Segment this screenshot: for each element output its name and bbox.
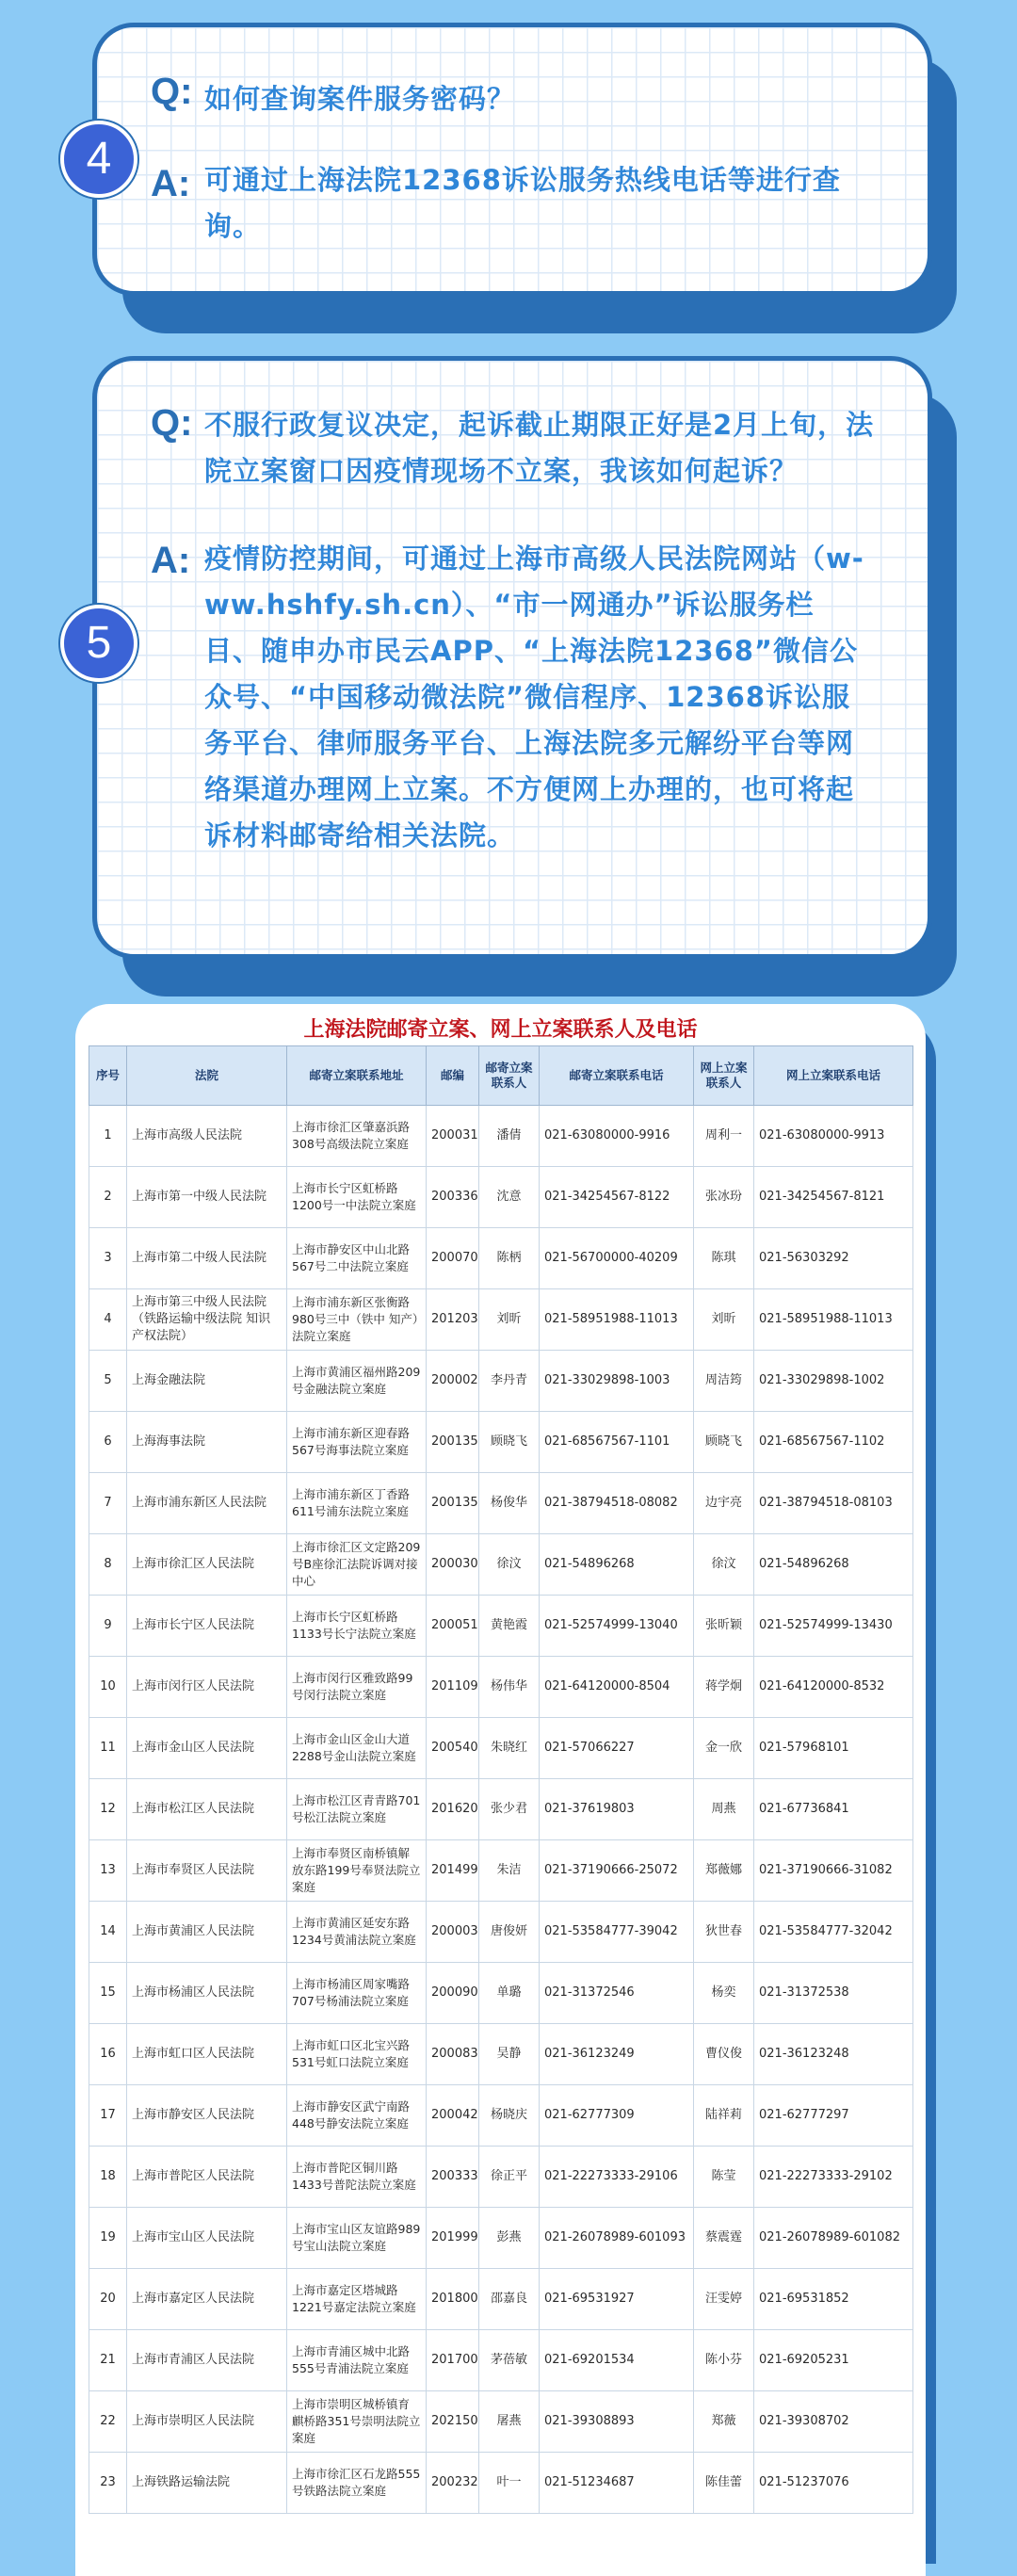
online-phone: 021-52574999-13430 [754, 1596, 913, 1657]
mail-address: 上海市闵行区雅致路99号闵行法院立案庭 [287, 1657, 427, 1718]
mail-contact: 沈意 [479, 1167, 540, 1228]
table-row [89, 1289, 913, 1351]
mail-phone: 021-31372546 [540, 1963, 694, 2024]
table-row [89, 1167, 913, 1228]
table-row [89, 1779, 913, 1840]
online-phone: 021-39308702 [754, 2391, 913, 2453]
mail-address: 上海市金山区金山大道2288号金山法院立案庭 [287, 1718, 427, 1779]
online-contact: 陈莹 [694, 2147, 754, 2208]
mail-phone: 021-62777309 [540, 2085, 694, 2147]
mail-phone: 021-34254567-8122 [540, 1167, 694, 1228]
mail-phone: 021-38794518-08082 [540, 1473, 694, 1534]
court-name: 上海市浦东新区人民法院 [127, 1473, 287, 1534]
row-number: 4 [89, 1289, 127, 1351]
table-row [89, 2024, 913, 2085]
online-contact: 徐汶 [694, 1534, 754, 1596]
row-number: 21 [89, 2330, 127, 2391]
court-name: 上海市宝山区人民法院 [127, 2208, 287, 2269]
mail-phone: 021-26078989-601093 [540, 2208, 694, 2269]
mail-phone: 021-56700000-40209 [540, 1228, 694, 1289]
mail-contact: 茅蓓敏 [479, 2330, 540, 2391]
online-phone: 021-36123248 [754, 2024, 913, 2085]
row-number: 1 [89, 1106, 127, 1167]
table-row [89, 1228, 913, 1289]
answer-line: 可通过上海法院12368诉讼服务热线电话等进行查 [204, 164, 841, 196]
online-phone: 021-67736841 [754, 1779, 913, 1840]
zip-code: 201800 [427, 2269, 479, 2330]
number-badge-5: 5 [60, 605, 137, 682]
mail-address: 上海市奉贤区南桥镇解放东路199号奉贤法院立案庭 [287, 1840, 427, 1902]
online-phone: 021-22273333-29102 [754, 2147, 913, 2208]
zip-code: 200003 [427, 1902, 479, 1963]
mail-address: 上海市徐汇区肇嘉浜路308号高级法院立案庭 [287, 1106, 427, 1167]
zip-code: 201999 [427, 2208, 479, 2269]
mail-phone: 021-22273333-29106 [540, 2147, 694, 2208]
online-phone: 021-33029898-1002 [754, 1351, 913, 1412]
online-contact: 金一欣 [694, 1718, 754, 1779]
mail-phone: 021-58951988-11013 [540, 1289, 694, 1351]
contact-table-card [75, 1004, 926, 2576]
answer-line: 众号、“中国移动微法院”微信程序、12368诉讼服 [204, 681, 851, 713]
online-phone: 021-34254567-8121 [754, 1167, 913, 1228]
court-name: 上海市第一中级人民法院 [127, 1167, 287, 1228]
zip-code: 200135 [427, 1412, 479, 1473]
mail-phone: 021-64120000-8504 [540, 1657, 694, 1718]
mail-contact: 杨俊华 [479, 1473, 540, 1534]
mail-phone: 021-68567567-1101 [540, 1412, 694, 1473]
court-name: 上海市青浦区人民法院 [127, 2330, 287, 2391]
table-row [89, 1412, 913, 1473]
row-number: 2 [89, 1167, 127, 1228]
row-number: 10 [89, 1657, 127, 1718]
mail-address: 上海市普陀区铜川路1433号普陀法院立案庭 [287, 2147, 427, 2208]
online-contact: 陈小芬 [694, 2330, 754, 2391]
header-online-phone: 网上立案联系电话 [754, 1046, 913, 1106]
zip-code: 200030 [427, 1534, 479, 1596]
question-label: Q: [151, 402, 193, 444]
mail-contact: 朱洁 [479, 1840, 540, 1902]
table-row [89, 1596, 913, 1657]
mail-phone: 021-39308893 [540, 2391, 694, 2453]
online-contact: 陈佳蕾 [694, 2453, 754, 2514]
online-contact: 刘昕 [694, 1289, 754, 1351]
online-contact: 汪雯婷 [694, 2269, 754, 2330]
court-name: 上海市普陀区人民法院 [127, 2147, 287, 2208]
mail-contact: 唐俊妍 [479, 1902, 540, 1963]
zip-code: 201499 [427, 1840, 479, 1902]
mail-address: 上海市徐汇区文定路209号B座徐汇法院诉调对接中心 [287, 1534, 427, 1596]
question-label: Q: [151, 71, 193, 112]
mail-contact: 李丹青 [479, 1351, 540, 1412]
online-contact: 顾晓飞 [694, 1412, 754, 1473]
online-contact: 周燕 [694, 1779, 754, 1840]
question-line: 院立案窗口因疫情现场不立案，我该如何起诉？ [204, 455, 799, 487]
row-number: 8 [89, 1534, 127, 1596]
mail-phone: 021-53584777-39042 [540, 1902, 694, 1963]
mail-contact: 朱晓红 [479, 1718, 540, 1779]
court-name: 上海市长宁区人民法院 [127, 1596, 287, 1657]
table-row [89, 2391, 913, 2453]
online-contact: 张昕颖 [694, 1596, 754, 1657]
online-phone: 021-58951988-11013 [754, 1289, 913, 1351]
header-online-contact: 网上立案联系人 [694, 1046, 754, 1106]
mail-address: 上海市静安区中山北路567号二中法院立案庭 [287, 1228, 427, 1289]
row-number: 11 [89, 1718, 127, 1779]
header-mail-phone: 邮寄立案联系电话 [540, 1046, 694, 1106]
court-name: 上海市静安区人民法院 [127, 2085, 287, 2147]
zip-code: 200070 [427, 1228, 479, 1289]
zip-code: 200031 [427, 1106, 479, 1167]
number-badge-4: 4 [60, 121, 137, 198]
court-name: 上海市黄浦区人民法院 [127, 1902, 287, 1963]
row-number: 15 [89, 1963, 127, 2024]
answer-text [204, 157, 841, 250]
answer-line: 诉材料邮寄给相关法院。 [204, 819, 516, 851]
answer-text [204, 536, 864, 859]
header-mail-address: 邮寄立案联系地址 [287, 1046, 427, 1106]
mail-address: 上海市浦东新区张衡路980号三中（铁中 知产）法院立案庭 [287, 1289, 427, 1351]
online-contact: 郑薇娜 [694, 1840, 754, 1902]
mail-phone: 021-57066227 [540, 1718, 694, 1779]
mail-contact: 单璐 [479, 1963, 540, 2024]
question-line: 如何查询案件服务密码？ [204, 83, 516, 115]
mail-address: 上海市长宁区虹桥路1133号长宁法院立案庭 [287, 1596, 427, 1657]
mail-phone: 021-37619803 [540, 1779, 694, 1840]
online-phone: 021-64120000-8532 [754, 1657, 913, 1718]
row-number: 14 [89, 1902, 127, 1963]
online-contact: 边宇亮 [694, 1473, 754, 1534]
court-name: 上海市徐汇区人民法院 [127, 1534, 287, 1596]
online-phone: 021-26078989-601082 [754, 2208, 913, 2269]
online-phone: 021-54896268 [754, 1534, 913, 1596]
mail-address: 上海市宝山区友谊路989号宝山法院立案庭 [287, 2208, 427, 2269]
mail-address: 上海市长宁区虹桥路1200号一中法院立案庭 [287, 1167, 427, 1228]
online-phone: 021-31372538 [754, 1963, 913, 2024]
online-phone: 021-37190666-31082 [754, 1840, 913, 1902]
online-phone: 021-68567567-1102 [754, 1412, 913, 1473]
online-contact: 陈琪 [694, 1228, 754, 1289]
mail-phone: 021-33029898-1003 [540, 1351, 694, 1412]
mail-contact: 张少君 [479, 1779, 540, 1840]
zip-code: 200135 [427, 1473, 479, 1534]
court-name: 上海市松江区人民法院 [127, 1779, 287, 1840]
table-row [89, 2330, 913, 2391]
table-title: 上海法院邮寄立案、网上立案联系人及电话 [303, 1018, 698, 1042]
court-name: 上海市崇明区人民法院 [127, 2391, 287, 2453]
mail-address: 上海市浦东新区丁香路611号浦东法院立案庭 [287, 1473, 427, 1534]
mail-contact: 刘昕 [479, 1289, 540, 1351]
online-contact: 张冰玢 [694, 1167, 754, 1228]
answer-label: A: [151, 163, 191, 204]
mail-address: 上海市静安区武宁南路448号静安法院立案庭 [287, 2085, 427, 2147]
mail-contact: 黄艳霞 [479, 1596, 540, 1657]
mail-phone: 021-69201534 [540, 2330, 694, 2391]
mail-address: 上海市黄浦区延安东路1234号黄浦法院立案庭 [287, 1902, 427, 1963]
header-mail-contact: 邮寄立案联系人 [479, 1046, 540, 1106]
question-text [204, 76, 515, 122]
court-name: 上海市杨浦区人民法院 [127, 1963, 287, 2024]
mail-contact: 顾晓飞 [479, 1412, 540, 1473]
mail-address: 上海市松江区青青路701号松江法院立案庭 [287, 1779, 427, 1840]
zip-code: 201700 [427, 2330, 479, 2391]
zip-code: 201203 [427, 1289, 479, 1351]
court-name: 上海市第三中级人民法院（铁路运输中级法院 知识产权法院） [127, 1289, 287, 1351]
online-phone: 021-38794518-08103 [754, 1473, 913, 1534]
table-row [89, 2208, 913, 2269]
row-number: 6 [89, 1412, 127, 1473]
table-row [89, 2085, 913, 2147]
mail-contact: 徐正平 [479, 2147, 540, 2208]
online-phone: 021-62777297 [754, 2085, 913, 2147]
mail-contact: 杨晓庆 [479, 2085, 540, 2147]
mail-address: 上海市黄浦区福州路209号金融法院立案庭 [287, 1351, 427, 1412]
table-row [89, 2147, 913, 2208]
online-contact: 曹仪俊 [694, 2024, 754, 2085]
court-name: 上海铁路运输法院 [127, 2453, 287, 2514]
mail-address: 上海市徐汇区石龙路555号铁路法院立案庭 [287, 2453, 427, 2514]
zip-code: 200002 [427, 1351, 479, 1412]
online-contact: 郑薇 [694, 2391, 754, 2453]
zip-code: 200042 [427, 2085, 479, 2147]
table-row [89, 1657, 913, 1718]
online-contact: 周利一 [694, 1106, 754, 1167]
mail-contact: 潘倩 [479, 1106, 540, 1167]
answer-line: 务平台、律师服务平台、上海法院多元解纷平台等网 [204, 727, 855, 759]
mail-address: 上海市崇明区城桥镇育麒桥路351号崇明法院立案庭 [287, 2391, 427, 2453]
answer-line: 疫情防控期间，可通过上海市高级人民法院网站（w- [204, 543, 864, 575]
online-phone: 021-69205231 [754, 2330, 913, 2391]
court-name: 上海市闵行区人民法院 [127, 1657, 287, 1718]
table-row [89, 2453, 913, 2514]
court-name: 上海市高级人民法院 [127, 1106, 287, 1167]
table-header-row [89, 1046, 913, 1106]
court-name: 上海金融法院 [127, 1351, 287, 1412]
mail-phone: 021-63080000-9916 [540, 1106, 694, 1167]
qa-card-4 [92, 23, 932, 296]
online-phone: 021-53584777-32042 [754, 1902, 913, 1963]
table-row [89, 1902, 913, 1963]
table-row [89, 1351, 913, 1412]
row-number: 20 [89, 2269, 127, 2330]
zip-code: 200333 [427, 2147, 479, 2208]
mail-contact: 邵嘉良 [479, 2269, 540, 2330]
table-row [89, 1106, 913, 1167]
court-name: 上海市奉贤区人民法院 [127, 1840, 287, 1902]
answer-label: A: [151, 540, 191, 581]
online-contact: 蔡震霆 [694, 2208, 754, 2269]
row-number: 13 [89, 1840, 127, 1902]
zip-code: 200051 [427, 1596, 479, 1657]
mail-contact: 彭燕 [479, 2208, 540, 2269]
row-number: 9 [89, 1596, 127, 1657]
row-number: 19 [89, 2208, 127, 2269]
answer-line: 络渠道办理网上立案。不方便网上办理的，也可将起 [204, 773, 855, 805]
mail-phone: 021-37190666-25072 [540, 1840, 694, 1902]
header-court: 法院 [127, 1046, 287, 1106]
online-phone: 021-51237076 [754, 2453, 913, 2514]
mail-contact: 吴静 [479, 2024, 540, 2085]
mail-address: 上海市青浦区城中北路555号青浦法院立案庭 [287, 2330, 427, 2391]
mail-address: 上海市虹口区北宝兴路531号虹口法院立案庭 [287, 2024, 427, 2085]
online-phone: 021-63080000-9913 [754, 1106, 913, 1167]
table-row [89, 1534, 913, 1596]
header-zip: 邮编 [427, 1046, 479, 1106]
table-row [89, 1473, 913, 1534]
court-name: 上海市金山区人民法院 [127, 1718, 287, 1779]
mail-address: 上海市嘉定区塔城路1221号嘉定法院立案庭 [287, 2269, 427, 2330]
online-phone: 021-56303292 [754, 1228, 913, 1289]
answer-line: ww.hshfy.sh.cn）、“市一网通办”诉讼服务栏 [204, 589, 815, 621]
mail-phone: 021-51234687 [540, 2453, 694, 2514]
row-number: 3 [89, 1228, 127, 1289]
online-phone: 021-57968101 [754, 1718, 913, 1779]
court-name: 上海市嘉定区人民法院 [127, 2269, 287, 2330]
mail-contact: 叶一 [479, 2453, 540, 2514]
mail-address: 上海市杨浦区周家嘴路707号杨浦法院立案庭 [287, 1963, 427, 2024]
contact-table [89, 1045, 913, 2514]
row-number: 22 [89, 2391, 127, 2453]
mail-contact: 屠燕 [479, 2391, 540, 2453]
court-name: 上海海事法院 [127, 1412, 287, 1473]
header-no: 序号 [89, 1046, 127, 1106]
zip-code: 200336 [427, 1167, 479, 1228]
zip-code: 201620 [427, 1779, 479, 1840]
online-contact: 周洁筠 [694, 1351, 754, 1412]
question-text [204, 402, 874, 494]
mail-phone: 021-69531927 [540, 2269, 694, 2330]
qa-card-5 [92, 356, 932, 959]
court-name: 上海市虹口区人民法院 [127, 2024, 287, 2085]
answer-line: 目、随申办市民云APP、“上海法院12368”微信公 [204, 635, 858, 667]
zip-code: 200083 [427, 2024, 479, 2085]
mail-address: 上海市浦东新区迎春路567号海事法院立案庭 [287, 1412, 427, 1473]
online-phone: 021-69531852 [754, 2269, 913, 2330]
online-contact: 蒋学炯 [694, 1657, 754, 1718]
court-name: 上海市第二中级人民法院 [127, 1228, 287, 1289]
row-number: 16 [89, 2024, 127, 2085]
online-contact: 狄世春 [694, 1902, 754, 1963]
row-number: 5 [89, 1351, 127, 1412]
zip-code: 202150 [427, 2391, 479, 2453]
mail-contact: 陈柄 [479, 1228, 540, 1289]
row-number: 7 [89, 1473, 127, 1534]
zip-code: 200090 [427, 1963, 479, 2024]
table-row [89, 2269, 913, 2330]
mail-contact: 杨伟华 [479, 1657, 540, 1718]
table-row [89, 1963, 913, 2024]
online-contact: 杨奕 [694, 1963, 754, 2024]
online-contact: 陆祥莉 [694, 2085, 754, 2147]
row-number: 17 [89, 2085, 127, 2147]
table-row [89, 1840, 913, 1902]
row-number: 18 [89, 2147, 127, 2208]
row-number: 12 [89, 1779, 127, 1840]
mail-phone: 021-36123249 [540, 2024, 694, 2085]
mail-phone: 021-54896268 [540, 1534, 694, 1596]
mail-phone: 021-52574999-13040 [540, 1596, 694, 1657]
question-line: 不服行政复议决定，起诉截止期限正好是2月上旬，法 [204, 409, 875, 441]
mail-contact: 徐汶 [479, 1534, 540, 1596]
zip-code: 200540 [427, 1718, 479, 1779]
zip-code: 201109 [427, 1657, 479, 1718]
row-number: 23 [89, 2453, 127, 2514]
table-row [89, 1718, 913, 1779]
answer-line: 询。 [204, 210, 262, 242]
zip-code: 200232 [427, 2453, 479, 2514]
